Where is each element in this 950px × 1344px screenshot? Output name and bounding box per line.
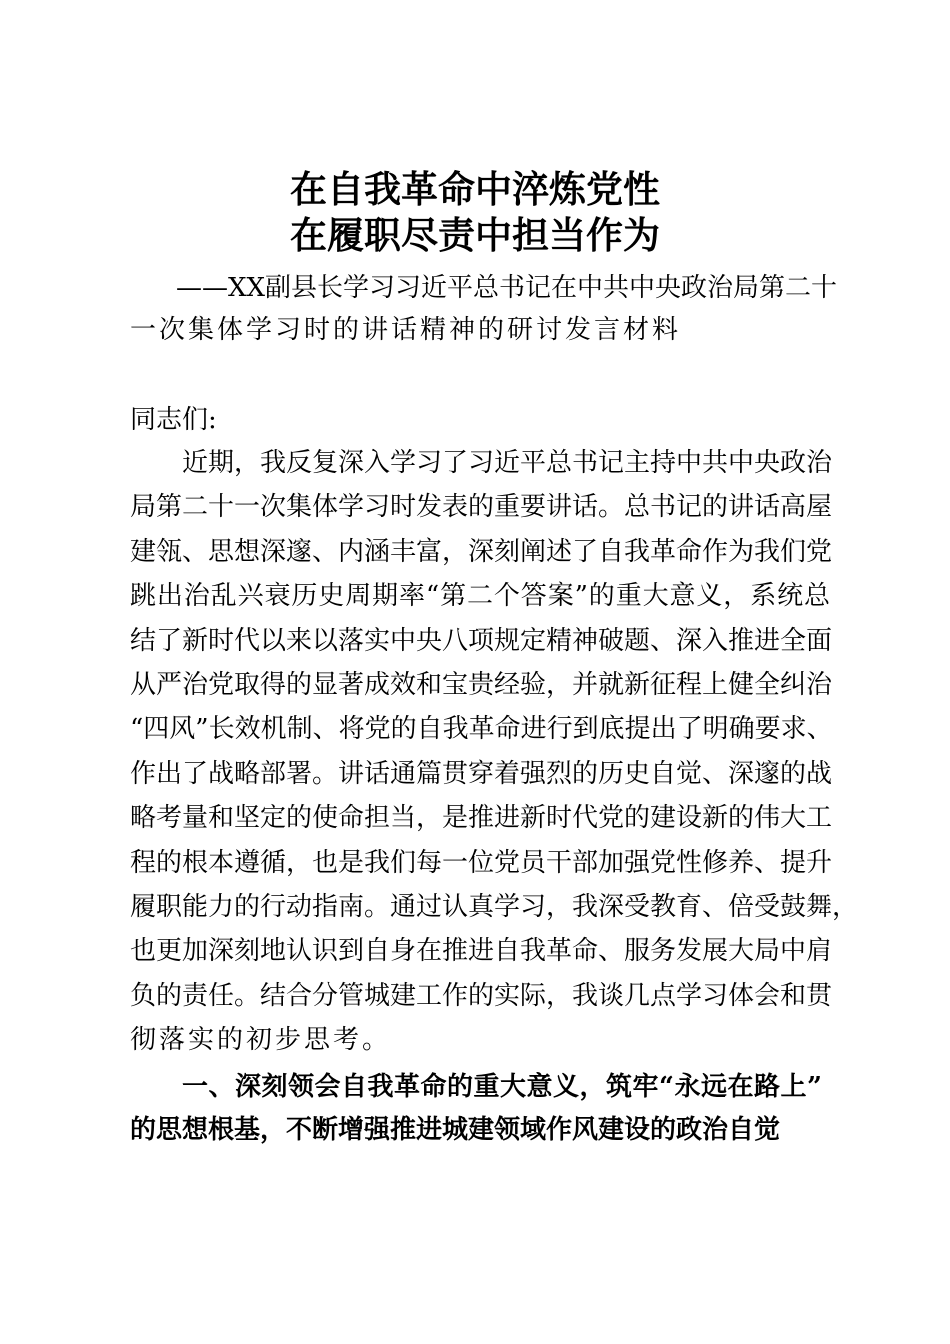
body-line: 彻落实的初步思考。 xyxy=(130,1025,392,1056)
body-line: 建瓴、思想深邃、内涵丰富，深刻阐述了自我革命作为我们党 xyxy=(130,536,833,567)
salutation: 同志们: xyxy=(130,405,217,435)
subtitle-line-2: 一次集体学习时的讲话精神的研讨发言材料 xyxy=(130,315,682,345)
body-line: 程的根本遵循，也是我们每一位党员干部加强党性修养、提升 xyxy=(130,847,833,878)
body-line: 局第二十一次集体学习时发表的重要讲话。总书记的讲话高屋 xyxy=(130,492,833,523)
body-line: 结了新时代以来以落实中央八项规定精神破题、深入推进全面 xyxy=(130,625,833,656)
heading-line: 一、深刻领会自我革命的重大意义，筑牢“永远在路上” xyxy=(182,1072,822,1102)
body-line: 作出了战略部署。讲话通篇贯穿着强烈的历史自觉、深邃的战 xyxy=(130,758,833,789)
subtitle-line-1: ——XX副县长学习习近平总书记在中共中央政治局第二十 xyxy=(176,273,838,303)
heading-line: 的思想根基，不断增强推进城建领域作风建设的政治自觉 xyxy=(130,1115,781,1145)
body-line: 从严治党取得的显著成效和宝贵经验，并就新征程上健全纠治 xyxy=(130,670,833,700)
body-line: 近期，我反复深入学习了习近平总书记主持中共中央政治 xyxy=(182,448,833,478)
body-line: 略考量和坚定的使命担当，是推进新时代党的建设新的伟大工 xyxy=(130,803,833,834)
body-line: 履职能力的行动指南。通过认真学习，我深受教育、倍受鼓舞， xyxy=(130,892,859,922)
body-line: 跳出治乱兴衰历史周期率“第二个答案”的重大意义，系统总 xyxy=(130,581,830,612)
title-line-2: 在履职尽责中担当作为 xyxy=(290,213,660,257)
body-line: 负的责任。结合分管城建工作的实际，我谈几点学习体会和贯 xyxy=(130,980,833,1011)
body-line: 也更加深刻地认识到自身在推进自我革命、服务发展大局中肩 xyxy=(130,936,833,967)
title-line-1: 在自我革命中淬炼党性 xyxy=(290,167,660,211)
body-line: “四风”长效机制、将党的自我革命进行到底提出了明确要求、 xyxy=(130,714,833,745)
